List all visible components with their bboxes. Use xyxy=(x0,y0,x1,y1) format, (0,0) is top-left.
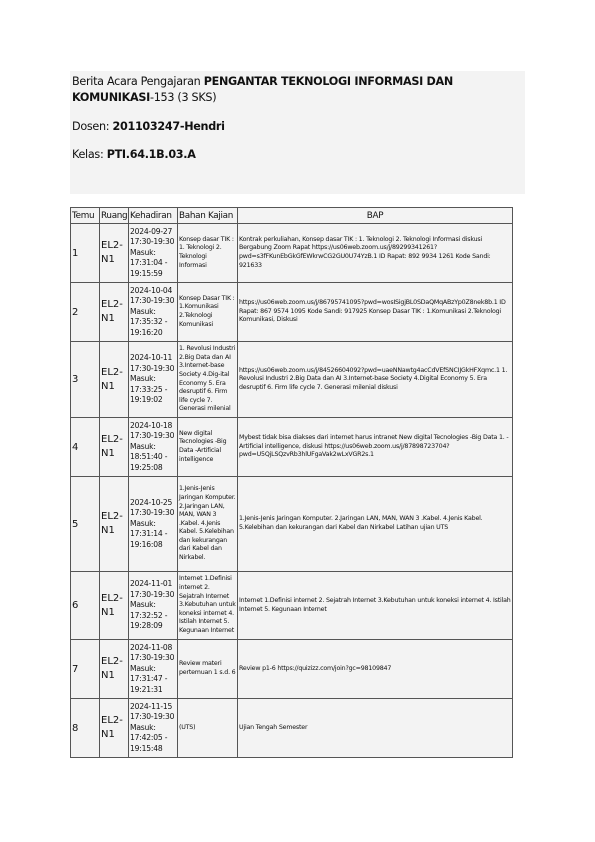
cell-ruang: EL2-N1 xyxy=(100,572,129,640)
kehadiran-date: 2024-11-15 xyxy=(130,701,173,711)
kehadiran-label: Masuk: xyxy=(130,663,156,673)
kehadiran-out: 19:15:59 xyxy=(130,268,163,278)
kehadiran-label: Masuk: xyxy=(130,518,156,528)
cell-ruang: EL2-N1 xyxy=(100,283,129,342)
cell-ruang: EL2-N1 xyxy=(100,224,129,283)
table-row xyxy=(71,342,513,418)
table-row xyxy=(71,418,513,477)
class-value: PTI.64.1B.03.A xyxy=(106,148,196,161)
col-header-bap: BAP xyxy=(238,208,513,224)
cell-temu: 5 xyxy=(71,477,100,572)
report-title xyxy=(72,74,523,106)
kehadiran-out: 19:28:09 xyxy=(130,621,163,631)
kehadiran-schedule: 17:30-19:30 xyxy=(130,237,175,247)
cell-bahan-kajian: Internet 1.Definisi internet 2. Sejatrah Internet 3.Kebutuhan untuk koneksi internet 4. Istilah Internet 5. Kegunaan Internet xyxy=(178,572,238,640)
cell-kehadiran xyxy=(129,699,178,758)
cell-bahan-kajian: 1.Jenis-Jenis Jaringan Komputer. 2.Jaringan LAN, MAN, WAN 3 .Kabel. 4.Jenis Kabel. 5.Kelebihan dan kekurangan dari Kabel dan Nirkabel. xyxy=(178,477,238,572)
col-header-kehadiran: Kehadiran xyxy=(129,208,178,224)
cell-kehadiran xyxy=(129,640,178,699)
cell-kehadiran xyxy=(129,283,178,342)
kehadiran-schedule: 17:30-19:30 xyxy=(130,712,175,722)
kehadiran-out: 19:15:48 xyxy=(130,743,163,753)
cell-bap: Ujian Tengah Semester xyxy=(238,699,513,758)
kehadiran-in: 18:51:40 - xyxy=(130,452,168,462)
cell-bap: https://us06web.zoom.us/j/86795741095?pwd=wosISigjBL0SDaQMqABzYp0Z8nek8b.1 ID Rapat: 867 9574 1095 Kode Sandi: 917925 Konsep Dasar TIK : 1.Komunikasi 2.Teknologi Komunikasi, Diskusi xyxy=(238,283,513,342)
kehadiran-schedule: 17:30-19:30 xyxy=(130,589,175,599)
cell-kehadiran xyxy=(129,418,178,477)
table-row xyxy=(71,640,513,699)
kehadiran-in: 17:31:04 - xyxy=(130,258,168,268)
cell-temu: 1 xyxy=(71,224,100,283)
kehadiran-schedule: 17:30-19:30 xyxy=(130,431,175,441)
cell-ruang: EL2-N1 xyxy=(100,699,129,758)
kehadiran-schedule: 17:30-19:30 xyxy=(130,296,175,306)
kehadiran-date: 2024-09-27 xyxy=(130,226,173,236)
lecturer-label: Dosen: xyxy=(72,120,110,133)
cell-ruang: EL2-N1 xyxy=(100,640,129,699)
kehadiran-in: 17:31:14 - xyxy=(130,529,168,539)
kehadiran-label: Masuk: xyxy=(130,441,156,451)
kehadiran-label: Masuk: xyxy=(130,306,156,316)
kehadiran-label: Masuk: xyxy=(130,247,156,257)
kehadiran-out: 19:16:20 xyxy=(130,327,163,337)
table-row xyxy=(71,699,513,758)
cell-ruang: EL2-N1 xyxy=(100,342,129,418)
kehadiran-in: 17:42:05 - xyxy=(130,733,168,743)
kehadiran-in: 17:33:25 - xyxy=(130,384,168,394)
cell-bahan-kajian: New digital Tecnologies -Big Data -Artificial intelligence xyxy=(178,418,238,477)
cell-bap: Review p1-6 https://quizizz.com/join?gc=98109847 xyxy=(238,640,513,699)
kehadiran-in: 17:31:47 - xyxy=(130,674,168,684)
kehadiran-date: 2024-10-04 xyxy=(130,285,173,295)
cell-bahan-kajian: 1. Revolusi Industri 2.Big Data dan AI 3.Internet-base Society 4.Dig-ital Economy 5. Era desruptif 6. Firm life cycle 7. Generasi milenial xyxy=(178,342,238,418)
cell-temu: 7 xyxy=(71,640,100,699)
cell-bap: 1.Jenis-Jenis Jaringan Komputer. 2.Jaringan LAN, MAN, WAN 3 .Kabel. 4.Jenis Kabel. 5.Kelebihan dan kekurangan dari Kabel dan Nirkabel Latihan ujian UTS xyxy=(238,477,513,572)
cell-bap: Mybest tidak bisa diakses dari internet harus intranet New digital Tecnologies -Big Data 1. -Artificial intelligence, diskusi https://us06web.zoom.us/j/87898723704?pwd=U5QjLSQzvRb3hlUFgaVak2wLxVGR2s.1 xyxy=(238,418,513,477)
lecturer-line xyxy=(72,120,523,133)
kehadiran-date: 2024-11-08 xyxy=(130,642,173,652)
kehadiran-in: 17:32:52 - xyxy=(130,610,168,620)
kehadiran-out: 19:16:08 xyxy=(130,539,163,549)
col-header-ruang: Ruang xyxy=(100,208,129,224)
cell-temu: 2 xyxy=(71,283,100,342)
col-header-temu: Temu xyxy=(71,208,100,224)
table-row xyxy=(71,477,513,572)
cell-kehadiran xyxy=(129,224,178,283)
kehadiran-schedule: 17:30-19:30 xyxy=(130,653,175,663)
col-header-bahan-kajian: Bahan Kajian xyxy=(178,208,238,224)
course-name-line2: KOMUNIKASI xyxy=(72,91,150,104)
cell-bap: Internet 1.Definisi internet 2. Sejatrah Internet 3.Kebutuhan untuk koneksi internet 4. Istilah Internet 5. Kegunaan Internet xyxy=(238,572,513,640)
cell-kehadiran xyxy=(129,572,178,640)
kehadiran-schedule: 17:30-19:30 xyxy=(130,508,175,518)
cell-bap: Kontrak perkuliahan, Konsep dasar TIK : 1. Teknologi 2. Teknologi Informasi diskusi Bergabung Zoom Rapat https://us06web.zoom.us/j/89299341261?pwd=s3fFKunEbGkGfEWkrwCG2GU0U74YzB.1 ID Rapat: 892 9934 1261 Kode Sandi: 921633 xyxy=(238,224,513,283)
kehadiran-date: 2024-10-18 xyxy=(130,420,173,430)
course-code-sks: -153 (3 SKS) xyxy=(149,91,217,104)
cell-bahan-kajian: (UTS) xyxy=(178,699,238,758)
title-prefix: Berita Acara Pengajaran xyxy=(72,75,201,88)
kehadiran-in: 17:35:32 - xyxy=(130,317,168,327)
kehadiran-out: 19:19:02 xyxy=(130,395,163,405)
cell-bahan-kajian: Konsep dasar TIK : 1. Teknologi 2. Teknologi Informasi xyxy=(178,224,238,283)
kehadiran-schedule: 17:30-19:30 xyxy=(130,363,175,373)
lecturer-value: 201103247-Hendri xyxy=(112,120,225,133)
kehadiran-out: 19:25:08 xyxy=(130,462,163,472)
attendance-table xyxy=(70,207,513,758)
cell-bahan-kajian: Review materi pertemuan 1 s.d. 6 xyxy=(178,640,238,699)
cell-bap: https://us06web.zoom.us/j/84526604092?pwd=uaeNNawtg4acCdVEfSNCIJGkHFXqmc.1 1. Revolusi Industri 2.Big Data dan AI 3.Internet-base Society 4.Digital Economy 5. Era desruptif 6. Firm life cycle 7. Generasi milenial diskusi xyxy=(238,342,513,418)
cell-kehadiran xyxy=(129,477,178,572)
kehadiran-out: 19:21:31 xyxy=(130,684,163,694)
kehadiran-label: Masuk: xyxy=(130,374,156,384)
cell-bahan-kajian: Konsep Dasar TIK : 1.Komunikasi 2.Teknologi Komunikasi xyxy=(178,283,238,342)
cell-temu: 6 xyxy=(71,572,100,640)
kehadiran-label: Masuk: xyxy=(130,722,156,732)
cell-temu: 4 xyxy=(71,418,100,477)
cell-temu: 8 xyxy=(71,699,100,758)
class-label: Kelas: xyxy=(72,148,104,161)
cell-ruang: EL2-N1 xyxy=(100,477,129,572)
cell-kehadiran xyxy=(129,342,178,418)
cell-ruang: EL2-N1 xyxy=(100,418,129,477)
kehadiran-date: 2024-11-01 xyxy=(130,579,173,589)
table-row xyxy=(71,572,513,640)
table-header-row xyxy=(71,208,513,224)
class-line xyxy=(72,148,523,161)
table-row xyxy=(71,283,513,342)
table-row xyxy=(71,224,513,283)
kehadiran-date: 2024-10-11 xyxy=(130,353,173,363)
report-header xyxy=(70,71,525,194)
cell-temu: 3 xyxy=(71,342,100,418)
course-name-line1: PENGANTAR TEKNOLOGI INFORMASI DAN xyxy=(203,75,453,88)
kehadiran-label: Masuk: xyxy=(130,600,156,610)
kehadiran-date: 2024-10-25 xyxy=(130,497,173,507)
